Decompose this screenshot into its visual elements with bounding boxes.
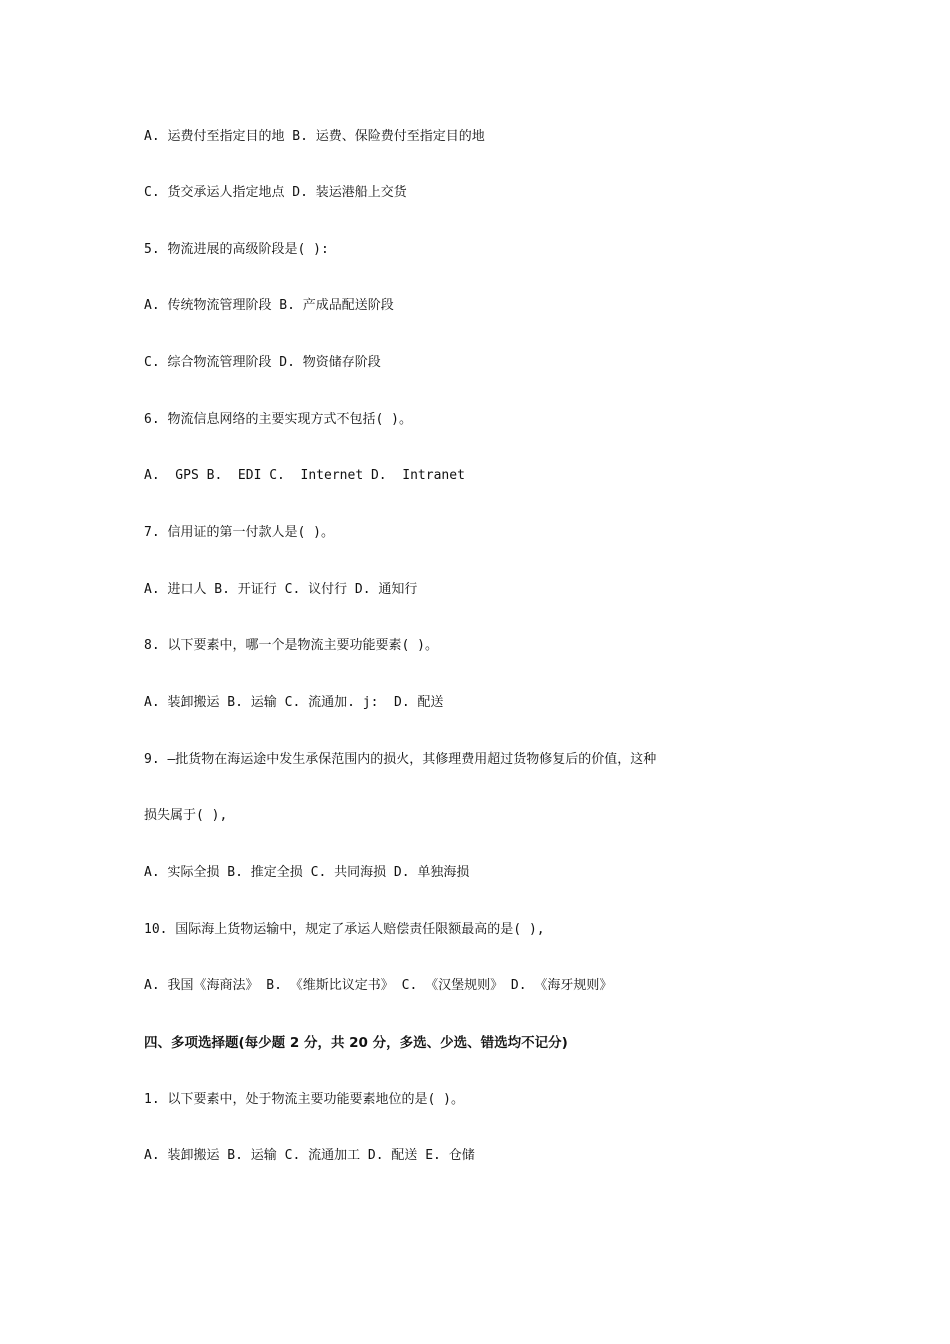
option-line-q5-cd: C. 综合物流管理阶段 D. 物资储存阶段 xyxy=(144,355,381,370)
question-9: 9. —批货物在海运途中发生承保范围内的损火，其修理费用超过货物修复后的价值，这种 xyxy=(144,752,657,767)
question-7: 7. 信用证的第一付款人是( )。 xyxy=(144,525,334,540)
option-line-q4: A. 运费付至指定目的地 B. 运费、保险费付至指定目的地 xyxy=(144,129,485,144)
question-9-continued: 损失属于( ), xyxy=(144,808,228,823)
option-line-q6: A. GPS B. EDI C. Internet D. Intranet xyxy=(144,468,465,483)
option-line-multi-q1: A. 装卸搬运 B. 运输 C. 流通加工 D. 配送 E. 仓储 xyxy=(144,1148,475,1163)
section-heading-multiple-choice: 四、多项选择题(每少题 2 分，共 20 分，多选、少选、错选均不记分) xyxy=(144,1035,568,1051)
option-line-q7: A. 进口人 B. 开证行 C. 议付行 D. 通知行 xyxy=(144,582,418,597)
option-line-q5-ab: A. 传统物流管理阶段 B. 产成品配送阶段 xyxy=(144,298,394,313)
multi-question-1: 1. 以下要素中，处于物流主要功能要素地位的是( )。 xyxy=(144,1092,464,1107)
question-6: 6. 物流信息网络的主要实现方式不包括( )。 xyxy=(144,412,412,427)
question-8: 8. 以下要素中，哪一个是物流主要功能要素( )。 xyxy=(144,638,438,653)
question-10: 10. 国际海上货物运输中，规定了承运人赔偿责任限额最高的是( ), xyxy=(144,922,545,937)
option-line-q10: A. 我国《海商法》 B. 《维斯比议定书》 C. 《汉堡规则》 D. 《海牙规则》 xyxy=(144,978,613,993)
option-line-q9: A. 实际全损 B. 推定全损 C. 共同海损 D. 单独海损 xyxy=(144,865,470,880)
question-5: 5. 物流进展的高级阶段是( ): xyxy=(144,242,329,257)
option-line-q4-cd: C. 货交承运人指定地点 D. 装运港船上交货 xyxy=(144,185,407,200)
option-line-q8: A. 装卸搬运 B. 运输 C. 流通加. j: D. 配送 xyxy=(144,695,444,710)
